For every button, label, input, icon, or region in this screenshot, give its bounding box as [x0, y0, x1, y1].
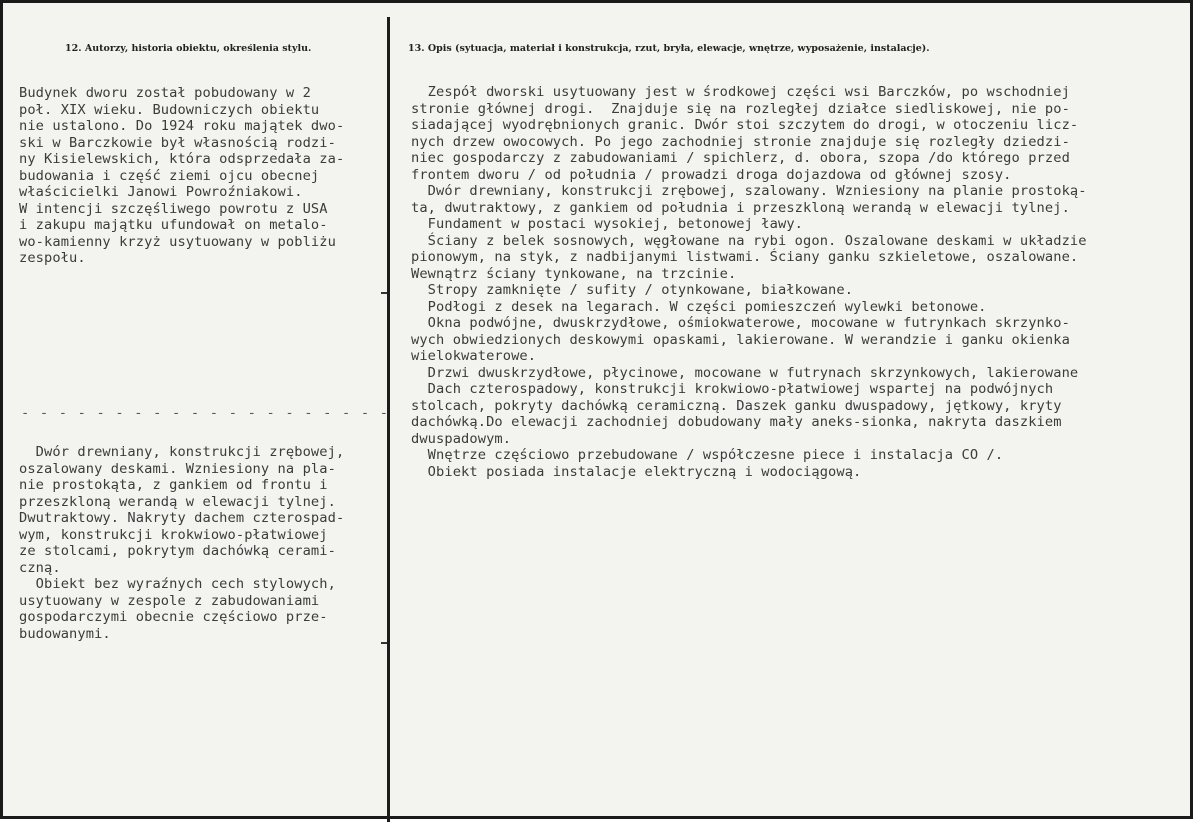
description-text: Zespół dworski usytuowany jest w środkowej części wsi Barczków, po wschodniej stronie głównej drogi. Znajduje się na rozległej działce siedliskowej, nie po- siadającej wyodrębnionych granic. Dwór stoi szczytem do drogi, w otoczeniu licz- nych drzew owocowych. Po jego zachodniej stronie znajduje się rozległy dziedzi- niec gospodarczy z zabudowaniami / spichlerz, d. obora, szopa /do którego przed frontem dworu / od południa / prowadzi droga dojazdowa od głównej szosy. Dwór drewniany, konstrukcji zrębowej, szalowany. Wzniesiony na planie prostoką- ta, dwutraktowy, z gankiem od południa i przeszkloną werandą w elewacji tylnej. Fundament w postaci wysokiej, betonowej ławy. Ściany z belek sosnowych, węgłowane na rybi ogon. Oszalowane deskami w układzie pionowym, na styk, z nadbijanymi listwami. Ściany ganku szkieletowe, oszalowane. Wewnątrz ściany tynkowane, na trzcinie. Stropy zamknięte / sufity / otynkowane, białkowane. Podłogi z desek na legarach. W części pomieszczeń wylewki betonowe. Okna podwójne, dwuskrzydłowe, ośmiokwaterowe, mocowane w futrynkach skrzynko- wych obwiedzionych deskowymi opaskami, lakierowane. W werandzie i ganku okienka wielokwaterowe. Drzwi dwuskrzydłowe, płycinowe, mocowane w futrynach skrzynkowych, lakierowane Dach czterospadowy, konstrukcji krokwiowo-płatwiowej wspartej na podwójnych stolcach, pokryty dachówką ceramiczną. Daszek ganku dwuspadowy, jętkowy, kryty dachówką.Do elewacji zachodniej dobudowany mały aneks-sionka, nakryta daszkiem dwuspadowym. Wnętrze częściowo przebudowane / współczesne piece i instalacja CO /. Obiekt posiada instalacje elektryczną i wodociągową. — [411, 84, 1087, 480]
history-text: Budynek dworu został pobudowany w 2 poł. XIX wieku. Budowniczych obiektu nie ustalono. Do 1924 roku majątek dwo- ski w Barczkowie był własnością rodzi- ny Kisielewskich, która odsprzedała za- budowania i część ziemi ojcu obecnej właścicielki Janowi Powroźniakowi. W intencji szczęśliwego powrotu z USA i zakupu majątku ufundował on metalo- wo-kamienny krzyż usytuowany w pobliżu zespołu. — [19, 85, 345, 266]
fold-mark — [381, 292, 387, 294]
style-summary-text: Dwór drewniany, konstrukcji zrębowej, oszalowany deskami. Wzniesiony na pla- nie prostokąta, z gankiem od frontu i przeszkloną werandą w elewacji tylnej. Dwutraktowy. Nakryty dachem czterospad- wym, konstrukcji krokwiowo-płatwiowej ze stolcami, pokrytym dachówką cerami- czną. Obiekt bez wyraźnych cech stylowych, usytuowany w zespole z zabudowaniami gospodarczymi obecnie częściowo prze- budowanymi. — [19, 444, 345, 642]
fold-mark — [381, 642, 387, 644]
section-separator: - - - - - - - - - - - - - - - - - - - - — [21, 405, 390, 421]
section-13-header: 13. Opis (sytuacja, materiał i konstrukcja, rzut, bryła, elewacje, wnętrze, wyposażenie, instalacje). — [408, 43, 930, 54]
section-12-header: 12. Autorzy, historia obiektu, określenia stylu. — [65, 43, 312, 54]
